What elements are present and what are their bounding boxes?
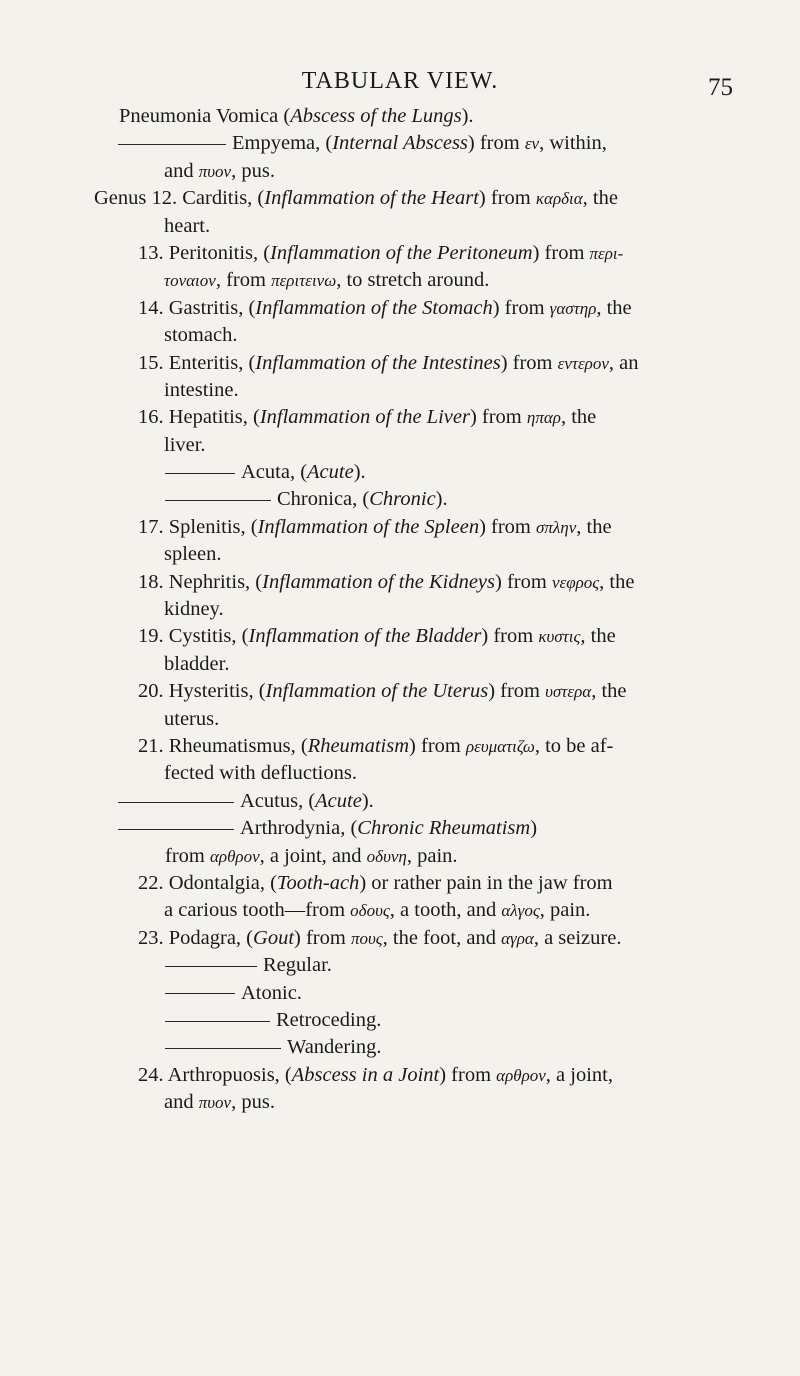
- text-line: [0, 870, 800, 897]
- text-line: [0, 541, 800, 568]
- line-text: ) from: [488, 680, 546, 703]
- line-text: ) or rather pain in the jaw from: [359, 871, 613, 894]
- dash-rule: [118, 802, 234, 803]
- line-text: 24. Arthropuosis, (: [138, 1063, 292, 1086]
- italic-gloss: Gout: [253, 926, 295, 949]
- italic-gloss: Inflammation of the Uterus: [265, 680, 489, 703]
- line-text: , the foot, and: [382, 926, 502, 949]
- greek-word: σπλην: [536, 517, 577, 537]
- text-line: [0, 980, 800, 1007]
- line-text: ) from: [495, 570, 552, 593]
- line-text: liver.: [164, 433, 206, 456]
- line-text: ): [530, 817, 538, 840]
- line-text: Wandering.: [287, 1036, 382, 1059]
- italic-gloss: Acute: [307, 461, 354, 484]
- italic-gloss: Inflammation of the Kidneys: [262, 570, 496, 593]
- italic-gloss: Abscess in a Joint: [291, 1063, 440, 1086]
- text-line: [0, 459, 800, 486]
- line-text: uterus.: [164, 707, 220, 730]
- text-line: [0, 788, 800, 815]
- line-text: , within,: [539, 132, 607, 155]
- line-text: ) from: [469, 406, 527, 429]
- line-text: 23. Podagra, (: [138, 926, 254, 949]
- text-line: [0, 1062, 800, 1089]
- text-line: [0, 596, 800, 623]
- text-line: [0, 213, 800, 240]
- line-text: Acutus, (: [240, 789, 316, 812]
- text-line: [0, 815, 800, 842]
- dash-rule: [165, 1021, 270, 1022]
- dash-rule: [165, 966, 257, 967]
- line-text: ).: [435, 488, 448, 511]
- greek-word: αρθρον: [209, 846, 260, 866]
- line-text: , the: [591, 680, 627, 703]
- text-line: [0, 377, 800, 404]
- line-text: a carious tooth—from: [164, 899, 351, 922]
- line-text: , the: [560, 406, 597, 429]
- line-text: , a seizure.: [533, 926, 622, 949]
- greek-word: πυον: [198, 1093, 232, 1113]
- text-line: [0, 623, 800, 650]
- line-text: , the: [580, 625, 616, 648]
- line-text: , from: [215, 269, 272, 292]
- line-text: ) from: [439, 1063, 497, 1086]
- greek-word: πυον: [198, 161, 232, 181]
- text-line: [0, 1034, 800, 1061]
- greek-word: υστερα: [545, 682, 592, 702]
- greek-word: καρδια: [535, 189, 583, 209]
- italic-gloss: Inflammation of the Spleen: [257, 515, 480, 538]
- greek-word: αγρα: [501, 928, 534, 948]
- line-text: , pus.: [231, 1091, 275, 1114]
- text-line: [0, 706, 800, 733]
- line-text: 19. Cystitis, (: [138, 625, 249, 648]
- italic-gloss: Inflammation of the Heart: [264, 187, 479, 210]
- italic-gloss: Chronic Rheumatism: [357, 817, 531, 840]
- dash-rule: [165, 473, 235, 474]
- text-line: [0, 651, 800, 678]
- text-line: [0, 486, 800, 513]
- italic-gloss: Inflammation of the Intestines: [255, 351, 501, 374]
- line-text: 17. Splenitis, (: [138, 515, 258, 538]
- line-text: ) from: [409, 734, 466, 757]
- text-line: [0, 322, 800, 349]
- greek-word: ρευματιζω: [465, 736, 535, 756]
- line-text: ) from: [492, 296, 550, 319]
- line-text: , pus.: [231, 159, 275, 182]
- line-text: , an: [608, 351, 639, 374]
- italic-gloss: Acute: [315, 789, 362, 812]
- text-line: [0, 350, 800, 377]
- line-text: stomach.: [164, 324, 238, 347]
- text-line: [0, 295, 800, 322]
- greek-word: εντερον: [557, 353, 609, 373]
- dash-rule: [118, 829, 234, 830]
- text-line: [0, 514, 800, 541]
- text-line: [0, 404, 800, 431]
- greek-word: περι-: [589, 243, 624, 263]
- text-line: [0, 733, 800, 760]
- greek-word: οδυνη: [366, 846, 407, 866]
- text-line: [0, 843, 800, 870]
- line-text: heart.: [164, 214, 211, 237]
- italic-gloss: Internal Abscess: [332, 132, 468, 155]
- line-text: Arthrodynia, (: [240, 817, 358, 840]
- italic-gloss: Abscess of the Lungs: [290, 105, 462, 127]
- text-line: [0, 158, 800, 185]
- line-text: ) from: [500, 351, 558, 374]
- dash-rule: [118, 144, 226, 145]
- greek-word: οδους: [350, 901, 390, 921]
- line-text: Genus 12. Carditis, (: [94, 187, 265, 210]
- line-text: Pneumonia Vomica (: [119, 105, 291, 127]
- line-text: spleen.: [164, 543, 222, 566]
- line-text: Empyema, (: [232, 132, 333, 155]
- italic-gloss: Tooth-ach: [276, 871, 360, 894]
- line-text: , pain.: [406, 844, 458, 867]
- line-text: , the: [599, 570, 635, 593]
- line-text: Regular.: [263, 954, 332, 977]
- line-text: intestine.: [164, 378, 239, 401]
- line-text: ).: [361, 789, 374, 812]
- line-text: ).: [461, 105, 474, 127]
- line-text: ) from: [481, 625, 539, 648]
- line-text: , a tooth, and: [389, 899, 502, 922]
- line-text: Retroceding.: [276, 1008, 382, 1031]
- line-text: ) from: [467, 132, 525, 155]
- line-text: , the: [596, 296, 632, 319]
- line-text: kidney.: [164, 598, 224, 621]
- line-text: ).: [353, 461, 366, 484]
- line-text: ) from: [479, 515, 537, 538]
- text-line: [0, 1089, 800, 1116]
- italic-gloss: Chronic: [369, 488, 436, 511]
- line-text: 22. Odontalgia, (: [138, 871, 277, 894]
- italic-gloss: Inflammation of the Peritoneum: [270, 241, 533, 264]
- text-line: [0, 267, 800, 294]
- line-text: 15. Enteritis, (: [138, 351, 256, 374]
- greek-word: αρθρον: [496, 1065, 546, 1085]
- greek-word: εν: [524, 134, 540, 154]
- text-line: [0, 760, 800, 787]
- line-text: , the: [576, 515, 612, 538]
- italic-gloss: Rheumatism: [307, 734, 410, 757]
- line-text: Acuta, (: [241, 461, 308, 484]
- line-text: 20. Hysteritis, (: [138, 680, 266, 703]
- line-text: from: [165, 844, 210, 867]
- line-text: 18. Nephritis, (: [138, 570, 263, 593]
- greek-word: αλγος: [501, 901, 540, 921]
- italic-gloss: Inflammation of the Stomach: [255, 296, 493, 319]
- dash-rule: [165, 1048, 281, 1049]
- text-line: [0, 185, 800, 212]
- text-line: [0, 130, 800, 157]
- text-line: [0, 925, 800, 952]
- greek-word: ηπαρ: [526, 408, 561, 428]
- line-text: and: [164, 159, 199, 182]
- text-line: [0, 897, 800, 924]
- text-line: [0, 1007, 800, 1034]
- greek-word: κυστις: [538, 627, 581, 647]
- text-line: [0, 678, 800, 705]
- greek-word: γαστηρ: [549, 298, 597, 318]
- line-text: , to be af-: [534, 734, 614, 757]
- line-text: ) from: [294, 926, 351, 949]
- italic-gloss: Inflammation of the Liver: [259, 406, 470, 429]
- line-text: , pain.: [539, 899, 591, 922]
- line-text: 16. Hepatitis, (: [138, 406, 260, 429]
- line-text: 13. Peritonitis, (: [138, 241, 271, 264]
- greek-word: περιτεινω: [271, 271, 337, 291]
- dash-rule: [165, 500, 271, 501]
- text-line: [0, 103, 800, 130]
- text-line: [0, 432, 800, 459]
- greek-word: νεφρος: [551, 572, 600, 592]
- line-text: ) from: [532, 241, 590, 264]
- line-text: bladder.: [164, 652, 230, 675]
- line-text: , the: [582, 187, 618, 210]
- running-head: TABULAR VIEW.: [301, 68, 499, 94]
- text-line: [0, 952, 800, 979]
- line-text: Chronica, (: [277, 488, 370, 511]
- greek-word: τοναιον: [164, 271, 216, 291]
- line-text: , a joint,: [545, 1063, 613, 1086]
- line-text: and: [164, 1091, 199, 1114]
- text-line: [0, 240, 800, 267]
- page-number: 75: [708, 74, 733, 101]
- greek-word: πους: [350, 928, 383, 948]
- line-text: 21. Rheumatismus, (: [138, 734, 308, 757]
- line-text: , a joint, and: [259, 844, 367, 867]
- italic-gloss: Inflammation of the Bladder: [248, 625, 482, 648]
- text-line: [0, 569, 800, 596]
- nosology-list: [0, 103, 800, 1116]
- line-text: , to stretch around.: [336, 269, 490, 292]
- line-text: ) from: [478, 187, 536, 210]
- dash-rule: [165, 993, 235, 994]
- line-text: fected with defluctions.: [164, 762, 357, 785]
- line-text: Atonic.: [241, 981, 302, 1004]
- line-text: 14. Gastritis, (: [138, 296, 256, 319]
